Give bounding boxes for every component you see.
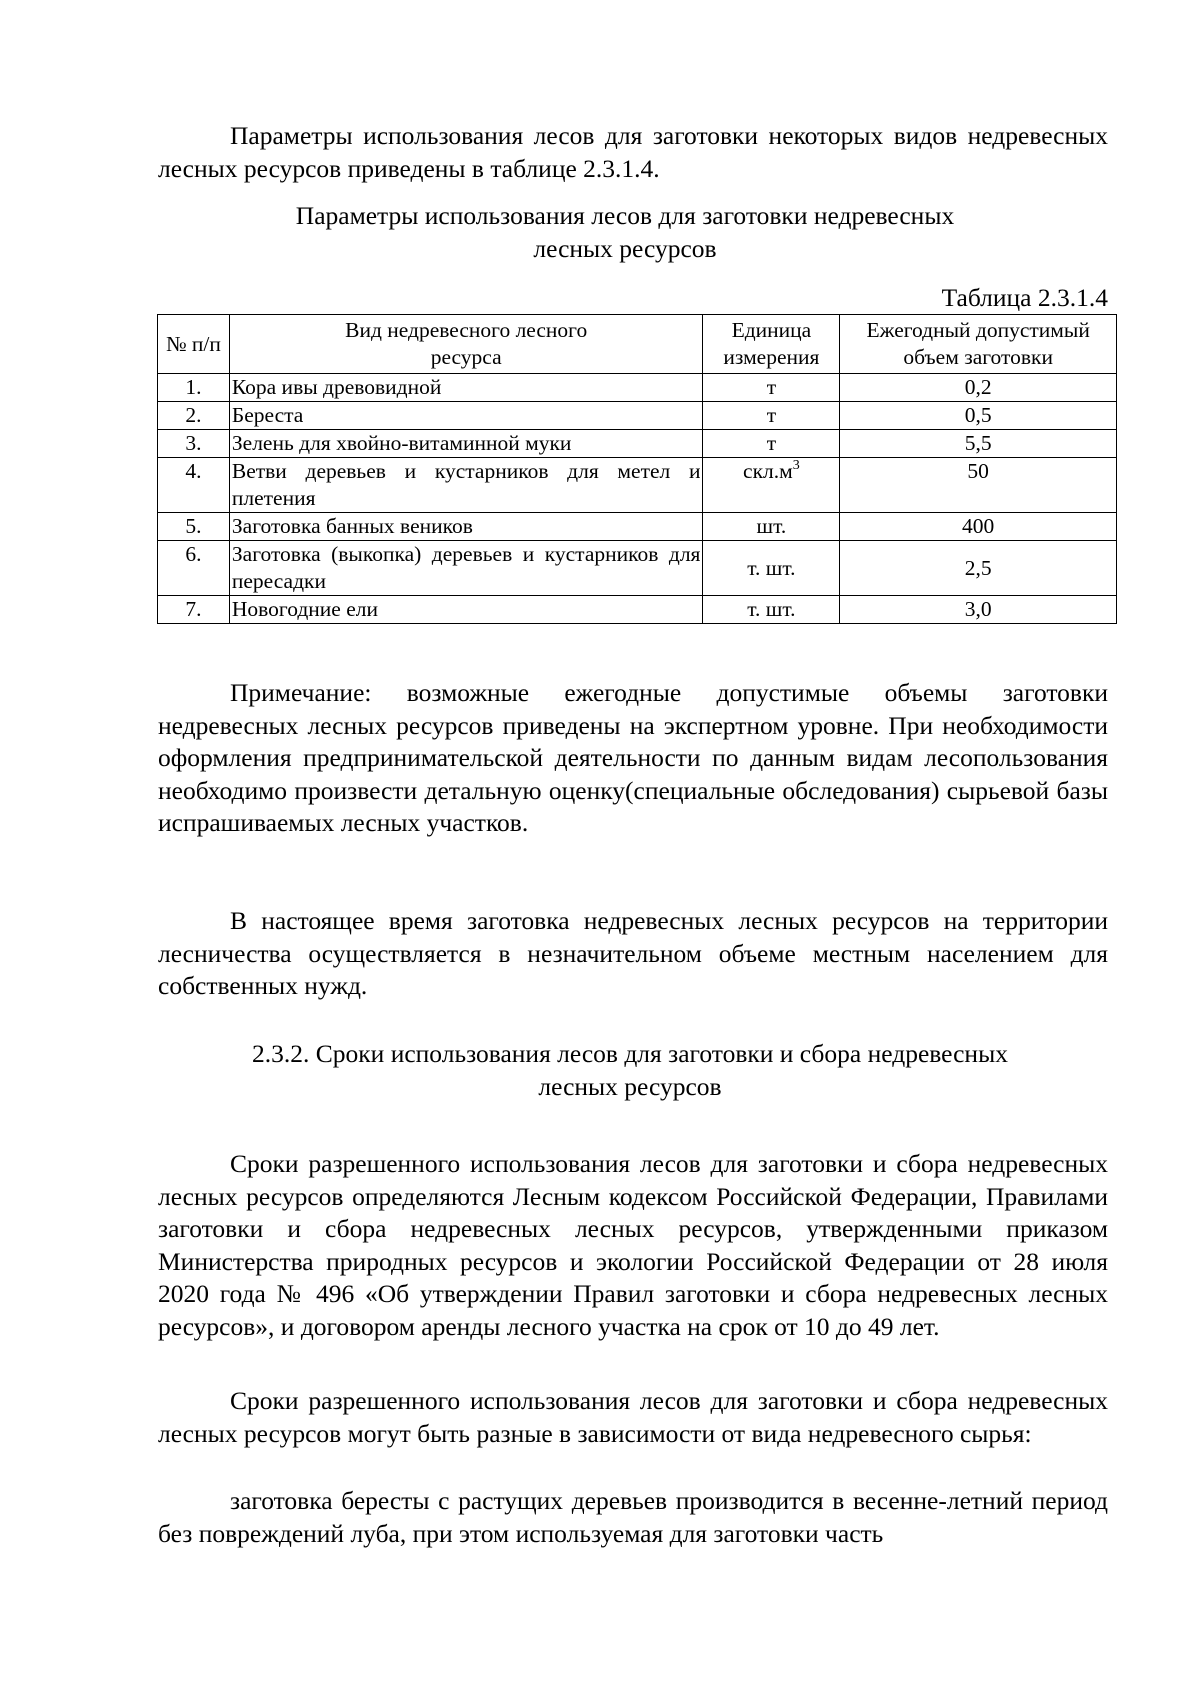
terms-paragraph-3: заготовка бересты с растущих деревьев производится в весенне-летний период без повреждений луба, при этом используемая для заготовки часть — [158, 1486, 1108, 1548]
row-num: 5. — [158, 513, 230, 541]
row-num: 1. — [158, 374, 230, 402]
row-volume: 0,5 — [840, 402, 1117, 430]
row-type: Кора ивы древовидной — [229, 374, 703, 402]
table-row — [158, 374, 1117, 402]
row-unit: т. шт. — [703, 541, 840, 596]
row-unit: шт. — [703, 513, 840, 541]
row-unit: т. шт. — [703, 596, 840, 624]
header-type: Вид недревесного лесного ресурса — [229, 315, 703, 374]
row-num: 2. — [158, 402, 230, 430]
header-volume: Ежегодный допустимый объем заготовки — [840, 315, 1117, 374]
table-caption: Таблица 2.3.1.4 — [941, 283, 1108, 312]
section-heading: 2.3.2. Сроки использования лесов для заготовки и сбора недревесных лесных ресурсов — [252, 1039, 1008, 1101]
header-num: № п/п — [158, 315, 230, 374]
row-unit: т — [703, 402, 840, 430]
table-row — [158, 458, 1117, 513]
table-row — [158, 541, 1117, 596]
row-volume: 2,5 — [840, 541, 1117, 596]
row-type: Ветви деревьев и кустарников для метел и плетения — [229, 458, 703, 513]
table-row — [158, 430, 1117, 458]
row-type: Заготовка банных веников — [229, 513, 703, 541]
header-unit: Единица измерения — [703, 315, 840, 374]
table-row — [158, 596, 1117, 624]
current-state-paragraph: В настоящее время заготовка недревесных лесных ресурсов на территории лесничества осуществляется в незначительном объеме местным населением для собственных нужд. — [158, 906, 1108, 1000]
row-unit: т — [703, 430, 840, 458]
unit-superscript: 3 — [792, 458, 800, 473]
row-volume: 5,5 — [840, 430, 1117, 458]
row-type: Зелень для хвойно-витаминной муки — [229, 430, 703, 458]
row-num: 4. — [158, 458, 230, 513]
terms-paragraph-2: Сроки разрешенного использования лесов для заготовки и сбора недревесных лесных ресурсов могут быть разные в зависимости от вида недревесного сырья: — [158, 1386, 1108, 1448]
intro-paragraph: Параметры использования лесов для заготовки некоторых видов недревесных лесных ресурсов приведены в таблице 2.3.1.4. — [158, 121, 1108, 183]
row-type: Заготовка (выкопка) деревьев и кустарников для пересадки — [229, 541, 703, 596]
terms-paragraph-1: Сроки разрешенного использования лесов для заготовки и сбора недревесных лесных ресурсов определяются Лесным кодексом Российской Федерации, Правилами заготовки и сбора недревесных лесных ресурсов, утвержденными приказом Министерства природных ресурсов и экологии Российской Федерации от 28 июля 2020 года № 496 «Об утверждении Правил заготовки и сбора недревесных лесных ресурсов», и договором аренды лесного участка на срок от 10 до 49 лет. — [158, 1149, 1108, 1341]
table-row — [158, 513, 1117, 541]
row-num: 6. — [158, 541, 230, 596]
row-num: 3. — [158, 430, 230, 458]
row-unit: т — [703, 374, 840, 402]
unit-text: скл.м — [743, 459, 793, 483]
row-volume: 400 — [840, 513, 1117, 541]
table-row — [158, 402, 1117, 430]
row-volume: 50 — [840, 458, 1117, 513]
row-type: Новогодние ели — [229, 596, 703, 624]
row-volume: 3,0 — [840, 596, 1117, 624]
table-title: Параметры использования лесов для заготовки недревесных лесных ресурсов — [295, 201, 955, 263]
table-header-row — [158, 315, 1117, 374]
resources-table — [157, 314, 1117, 624]
row-volume: 0,2 — [840, 374, 1117, 402]
row-unit — [703, 458, 840, 513]
row-num: 7. — [158, 596, 230, 624]
note-paragraph: Примечание: возможные ежегодные допустимые объемы заготовки недревесных лесных ресурсов приведены на экспертном уровне. При необходимости оформления предпринимательской деятельности по данным видам лесопользования необходимо произвести детальную оценку(специальные обследования) сырьевой базы испрашиваемых лесных участков. — [158, 678, 1108, 837]
row-type: Береста — [229, 402, 703, 430]
